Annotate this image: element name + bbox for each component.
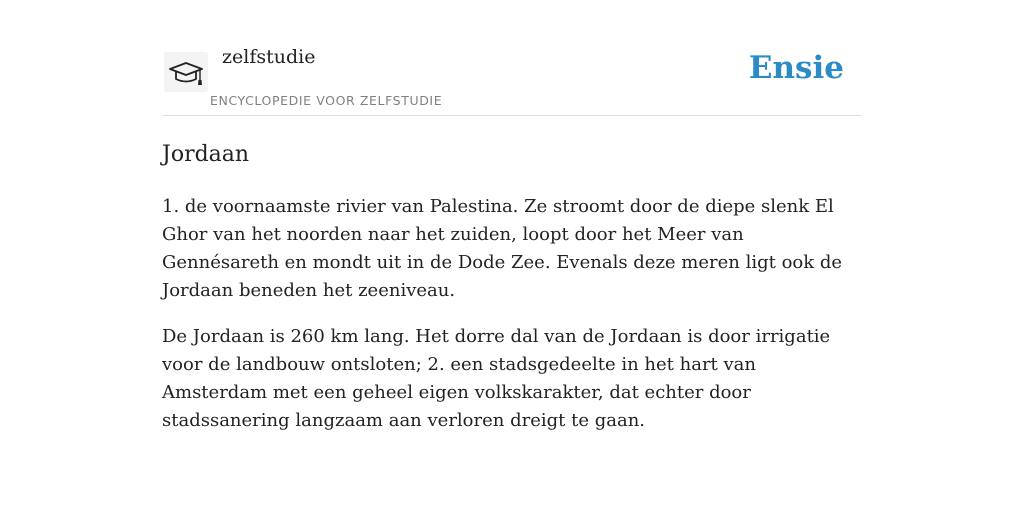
entry-paragraph: De Jordaan is 260 km lang. Het dorre dal van de Jordaan is door irrigatie voor de landbouw ontsloten; 2. een stadsgedeelte in het hart van Amsterdam met een geheel eigen volkskarakter, dat echter door stadssanering langzaam aan verloren dreigt te gaan. [162,326,831,431]
site-tagline: ENCYCLOPEDIE VOOR ZELFSTUDIE [210,93,443,108]
entry-title: Jordaan [162,142,250,167]
site-name[interactable]: zelfstudie [222,46,316,68]
graduation-cap-icon[interactable] [164,52,208,92]
page [162,0,862,435]
site-header [162,0,862,116]
ensie-brand-link[interactable]: Ensie [748,50,844,86]
entry-paragraph: 1. de voornaamste rivier van Palestina. Ze stroomt door de diepe slenk El Ghor van het noorden naar het zuiden, loopt door het Meer van Gennésareth en mondt uit in de Dode Zee. Evenals deze meren ligt ook de Jordaan beneden het zeeniveau. [162,196,843,301]
entry-body [162,193,862,435]
